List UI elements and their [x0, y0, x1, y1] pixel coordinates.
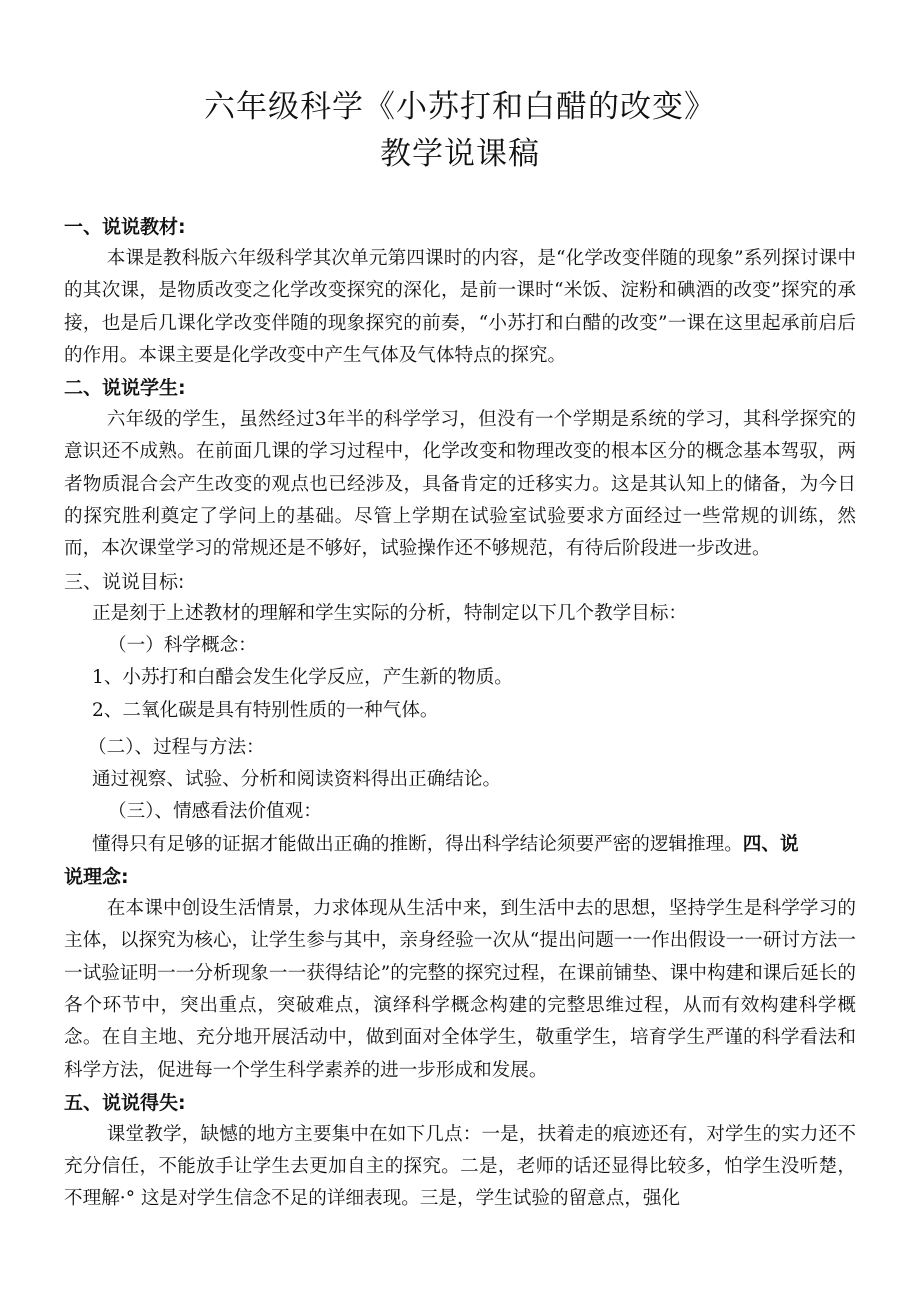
section-paragraph-reflection: 课堂教学，缺憾的地方主要集中在如下几点：一是，扶着走的痕迹还有，对学生的实力还不充分信任，不能放手让学生去更加自主的探究。二是，老师的话还显得比较多，怕学生没听楚，不理解·° 这是对学生信念不足的详细表现。三是，学生试验的留意点，强化 [64, 1123, 856, 1210]
section-heading-materials: 一、说说教材: [64, 216, 186, 238]
document-subtitle: 教学说课稿 [380, 136, 540, 172]
document-title: 六年级科学《小苏打和白醋的改变》 [204, 89, 716, 125]
goals-subheading-methods: （二）、过程与方法： [88, 736, 265, 758]
goals-subheading-attitude: （三）、情感看法价值观： [108, 801, 322, 823]
goals-methods-text: 通过视察、试验、分析和阅读资料得出正确结论。 [92, 769, 502, 791]
section-heading-goals: 三、说说目标: [64, 570, 185, 593]
goals-intro: 正是刻于上述教材的理解和学生实际的分析，特制定以下几个教学目标： [92, 602, 688, 624]
section-heading-philosophy: 说理念: [64, 866, 129, 889]
goals-attitude-text [64, 829, 856, 861]
document-body [64, 211, 856, 1216]
section-paragraph-philosophy: 在本课中创设生活情景，力求体现从生活中来，到生活中去的思想，坚持学生是科学学习的主体，以探究为核心，让学生参与其中，亲身经验一次从“提出问题一一作出假设一一研讨方法一一试验证明一一分析现象一一获得结论”的完整的探究过程，在课前铺垫、课中构建和课后延长的各个环节中，突出重点，突破难点，演绎科学概念构建的完整思维过程，从而有效构建科学概念。在自主地、充分地开展活动中，做到面对全体学生，敬重学生，培育学生严谨的科学看法和科学方法，促进每一个学生科学素养的进一步形成和发展。 [64, 898, 856, 1081]
section-heading-philosophy-part1: 四、说 [742, 833, 799, 855]
goals-item-2: 2、二氧化碳是具有特别性质的一种气体。 [92, 699, 439, 721]
section-heading-reflection: 五、说说得失: [64, 1091, 186, 1114]
goals-attitude-sentence: 懂得只有足够的证据才能做出正确的推断，得出科学结论须要严密的逻辑推理。 [92, 833, 743, 855]
goals-item-1: 1、小苏打和白醋会发生化学反应，产生新的物质。 [92, 667, 513, 689]
goals-subheading-concepts: （一）科学概念： [108, 634, 257, 656]
section-paragraph-students: 六年级的学生，虽然经过3年半的科学学习，但没有一个学期是系统的学习，其科学探究的意识还不成熟。在前面几课的学习过程中，化学改变和物理改变的根本区分的概念基本驾驭，两者物质混合会产生改变的观点也已经涉及，具备肯定的迁移实力。这是其认知上的储备，为今日的探究胜利奠定了学问上的基础。尽管上学期在试验室试验要求方面经过一些常规的训练，然而，本次课堂学习的常规还是不够好，试验操作还不够规范，有待后阶段进一步改进。 [64, 409, 856, 560]
section-paragraph-materials: 本课是教科版六年级科学其次单元第四课时的内容，是“化学改变伴随的现象”系列探讨课中的其次课，是物质改变之化学改变探究的深化，是前一课时“米饭、淀粉和碘酒的改变”探究的承接，也是后几课化学改变伴随的现象探究的前奏，“小苏打和白醋的改变”一课在这里起承前启后的作用。本课主要是化学改变中产生气体及气体特点的探究。 [64, 248, 856, 366]
section-heading-students: 二、说说学生: [64, 377, 186, 400]
